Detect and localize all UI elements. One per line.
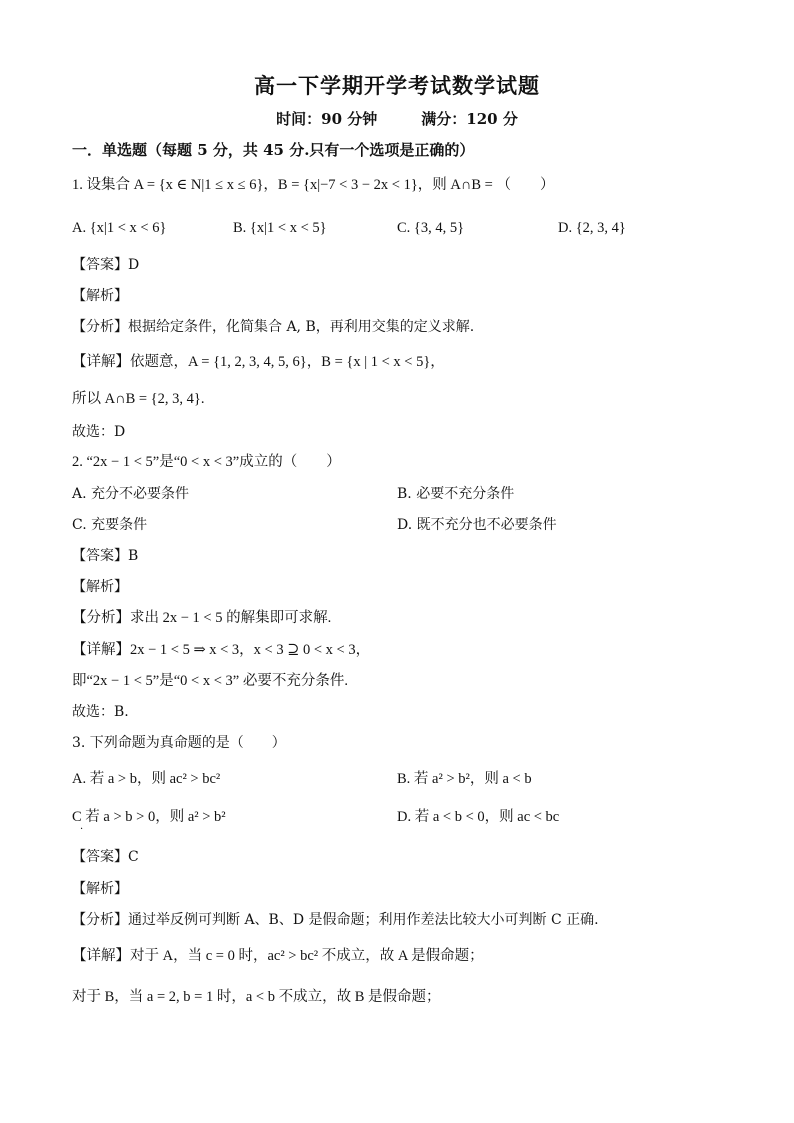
- exam-info: [0, 108, 794, 129]
- q2-option-a: A. 充分不必要条件: [72, 486, 190, 502]
- q2-answer: 【答案】B: [72, 548, 139, 564]
- q3-jiexi-heading: 【解析】: [72, 881, 128, 897]
- q2-option-d: D. 既不充分也不必要条件: [397, 517, 557, 533]
- q1-analysis: 【分析】根据给定条件，化简集合 A, B，再利用交集的定义求解.: [72, 319, 475, 335]
- q3-detail-a: 【详解】对于 A，当 c = 0 时，ac² > bc² 不成立，故 A 是假命题；: [72, 948, 484, 964]
- q3-stem: 3. 下列命题为真命题的是（ ）: [72, 735, 286, 751]
- q1-stem: 1. 设集合 A = {x ∈ N|1 ≤ x ≤ 6}，B = {x|−7 < 3 − 2x < 1}，则 A∩B = （ ）: [72, 177, 555, 193]
- q3-detail-b: 对于 B，当 a = 2, b = 1 时，a < b 不成立，故 B 是假命题；: [72, 989, 441, 1005]
- q2-option-b: B. 必要不充分条件: [397, 486, 515, 502]
- score-label: 满分：120 分: [421, 110, 518, 128]
- section-heading: 一．单选题（每题 5 分，共 45 分.只有一个选项是正确的）: [72, 141, 475, 159]
- q1-jiexi-heading: 【解析】: [72, 288, 128, 304]
- q1-detail: 【详解】依题意，A = {1, 2, 3, 4, 5, 6}，B = {x | 1 < x < 5}，: [72, 354, 445, 370]
- q1-answer: 【答案】D: [72, 257, 140, 273]
- q3-option-d: D. 若 a < b < 0，则 ac < bc: [397, 809, 560, 825]
- q2-conclusion: 即“2x − 1 < 5”是“0 < x < 3” 必要不充分条件.: [72, 673, 348, 689]
- q3-answer: 【答案】C: [72, 849, 139, 865]
- q1-choice: 故选：D: [72, 424, 126, 440]
- q2-stem: 2. “2x − 1 < 5”是“0 < x < 3”成立的（ ）: [72, 454, 341, 470]
- q3-option-b: B. 若 a² > b²，则 a < b: [397, 771, 532, 787]
- q2-detail: 【详解】2x − 1 < 5 ⇒ x < 3，x < 3 ⊇ 0 < x < 3，: [72, 642, 371, 658]
- stray-dot-mark: ·: [80, 824, 84, 835]
- q2-jiexi-heading: 【解析】: [72, 579, 128, 595]
- q3-analysis: 【分析】通过举反例可判断 A、B、D 是假命题；利用作差法比较大小可判断 C 正确.: [72, 912, 599, 928]
- q2-option-c: C. 充要条件: [72, 517, 148, 533]
- q2-choice: 故选：B.: [72, 704, 129, 720]
- q1-option-b: B. {x|1 < x < 5}: [233, 220, 327, 236]
- q3-option-a: A. 若 a > b，则 ac² > bc²: [72, 771, 221, 787]
- q2-analysis: 【分析】求出 2x − 1 < 5 的解集即可求解.: [72, 610, 332, 626]
- page-title: 高一下学期开学考试数学试题: [254, 73, 540, 98]
- q1-option-a: A. {x|1 < x < 6}: [72, 220, 167, 236]
- q3-option-c: C 若 a > b > 0，则 a² > b²: [72, 809, 226, 825]
- q1-option-d: D. {2, 3, 4}: [558, 220, 626, 236]
- q1-option-c: C. {3, 4, 5}: [397, 220, 465, 236]
- q1-conclusion: 所以 A∩B = {2, 3, 4}.: [72, 391, 205, 407]
- time-label: 时间：90 分钟: [276, 110, 378, 128]
